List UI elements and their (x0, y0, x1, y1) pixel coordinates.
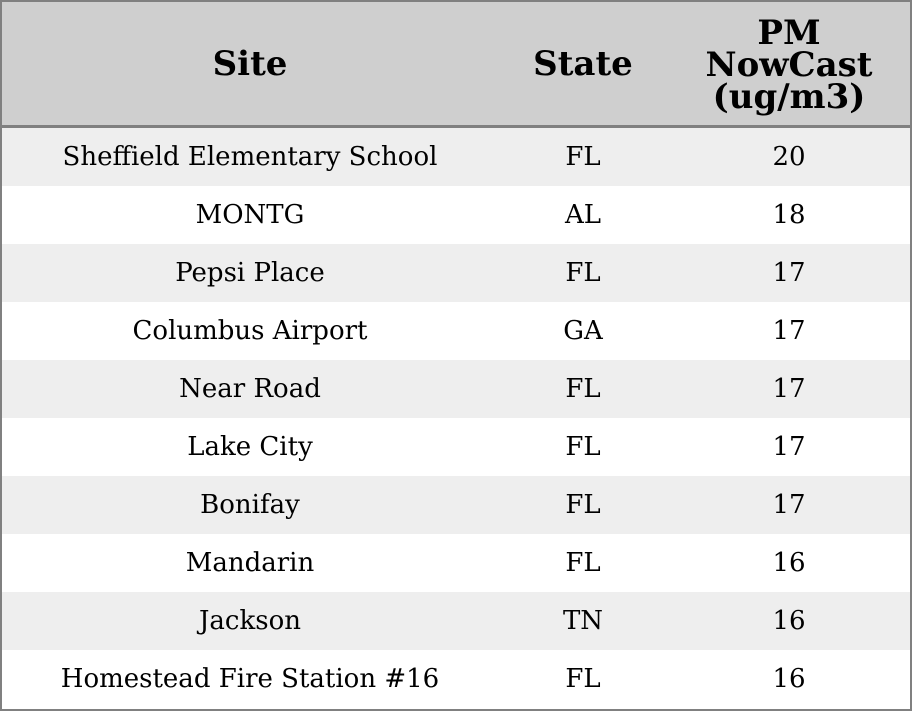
site-cell: Columbus Airport (132, 316, 368, 346)
site-cell: Pepsi Place (175, 258, 325, 288)
table-header-row (2, 2, 910, 128)
table-row (2, 476, 910, 534)
site-cell: Sheffield Elementary School (62, 142, 438, 172)
pm-value-cell: 18 (772, 200, 806, 230)
state-cell: GA (563, 316, 603, 346)
site-cell: Near Road (179, 374, 321, 404)
pm-value-cell: 17 (772, 432, 806, 462)
table-row (2, 244, 910, 302)
table-row (2, 302, 910, 360)
state-cell: FL (565, 258, 601, 288)
header-pm-nowcast-line2: NowCast (705, 44, 873, 85)
header-site[interactable]: Site (212, 43, 288, 84)
pm-value-cell: 17 (772, 258, 806, 288)
state-cell: FL (565, 142, 601, 172)
state-cell: TN (562, 606, 604, 636)
state-cell: FL (565, 432, 601, 462)
pm-value-cell: 16 (772, 664, 806, 694)
header-pm-nowcast-line3: (ug/m3) (712, 76, 866, 117)
pm-value-cell: 17 (772, 490, 806, 520)
table-row (2, 592, 910, 650)
site-cell: Lake City (187, 432, 313, 462)
table-body (2, 128, 910, 708)
state-cell: FL (565, 548, 601, 578)
pm-value-cell: 16 (772, 606, 806, 636)
header-state[interactable]: State (533, 43, 633, 84)
state-cell: AL (564, 200, 602, 230)
site-cell: Mandarin (185, 548, 315, 578)
site-cell: Jackson (199, 606, 301, 636)
site-cell: MONTG (195, 200, 305, 230)
header-pm-nowcast[interactable] (668, 2, 910, 125)
table-row (2, 128, 910, 186)
table-row (2, 650, 910, 708)
table-row (2, 186, 910, 244)
pm-value-cell: 17 (772, 316, 806, 346)
table-row (2, 360, 910, 418)
header-pm-nowcast-line1: PM (757, 12, 821, 53)
pm-value-cell: 20 (772, 142, 806, 172)
state-cell: FL (565, 664, 601, 694)
table-row (2, 418, 910, 476)
pm-value-cell: 17 (772, 374, 806, 404)
state-cell: FL (565, 490, 601, 520)
site-cell: Homestead Fire Station #16 (60, 664, 440, 694)
site-cell: Bonifay (200, 490, 300, 520)
table-row (2, 534, 910, 592)
state-cell: FL (565, 374, 601, 404)
pm-value-cell: 16 (772, 548, 806, 578)
